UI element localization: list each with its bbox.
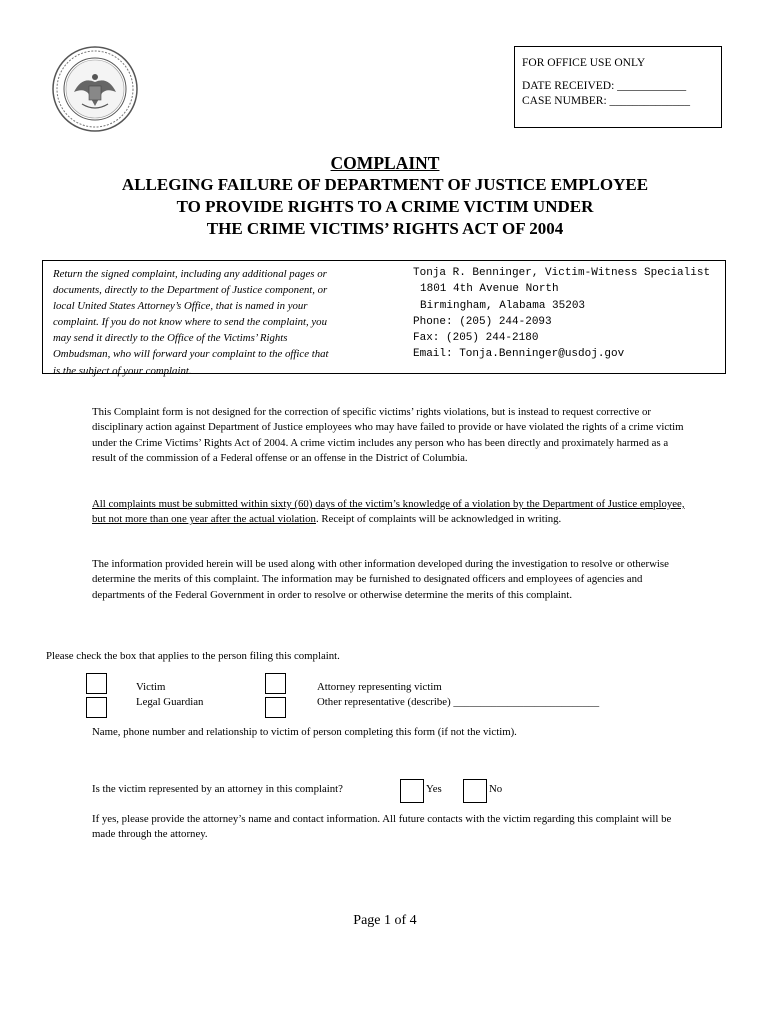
acknowledgement-text: . Receipt of complaints will be acknowledged in writing. [315,513,562,526]
instruction-line: local United States Attorney’s Office, that is named in your [53,300,308,313]
office-use-box [514,46,722,128]
filer-prompt: Please check the box that applies to the person filing this complaint. [46,650,340,662]
case-number-field[interactable]: CASE NUMBER: ______________ [522,95,691,107]
victim-label: Victim [136,681,166,693]
document-title: COMPLAINT [330,153,440,173]
contact-phone: Phone: (205) 244-2093 [413,315,552,328]
attorney-checkbox[interactable] [265,673,286,694]
other-representative-checkbox[interactable] [265,697,286,718]
information-use-paragraph: The information provided herein will be used along with other information developed during the investigation to resolve or otherwise determine the merits of this complaint. The information may be furnished to designated officers and employees of agencies and departments of the Federal Government in order to resolve or otherwise determine the merits of this complaint. [92,558,669,601]
attorney-info-prompt: If yes, please provide the attorney’s name and contact information. All future contacts with the victim regarding this complaint will be made through the attorney. [92,813,672,841]
no-checkbox[interactable] [463,779,487,803]
purpose-paragraph: This Complaint form is not designed for the correction of specific victims’ rights violations, but is instead to request corrective or disciplinary action against Department of Justice employees who may have failed to provide or have violated the rights of a crime victim under the Crime Victims’ Rights Act of 2004. A crime victim includes any person who has been directly and proximately harmed as a result of the commission of a Federal offense or an offense in the District of Columbia. [92,406,684,464]
contact-fax: Fax: (205) 244-2180 [413,332,539,345]
office-use-heading: FOR OFFICE USE ONLY [522,57,646,69]
date-received-field[interactable]: DATE RECEIVED: ____________ [522,80,687,92]
contact-city: Birmingham, Alabama 35203 [420,299,586,312]
return-instructions [53,266,395,379]
no-label: No [489,783,503,795]
instruction-line: may send it directly to the Office of the Victims’ Rights [53,332,288,345]
instruction-line: Ombudsman, who will forward your complaint to the office that [53,348,329,361]
victim-checkbox[interactable] [86,673,107,694]
deadline-paragraph [92,497,692,528]
contact-email: Email: Tonja.Benninger@usdoj.gov [413,348,625,361]
completer-info-prompt: Name, phone number and relationship to victim of person completing this form (if not the victim). [92,726,517,738]
page-number: Page 1 of 4 [353,913,417,928]
instruction-line: documents, directly to the Department of Justice component, or [53,284,328,297]
contact-name: Tonja R. Benninger, Victim-Witness Specialist [413,267,711,279]
title-line-2: ALLEGING FAILURE OF DEPARTMENT OF JUSTICE EMPLOYEE [121,175,649,194]
other-representative-label[interactable]: Other representative (describe) ___________________________ [317,696,600,708]
deadline-notice: All complaints must be submitted within sixty (60) days of the victim’s knowledge of a violation by the Department of Justice employee, but not more than one year after the actual violation [92,498,685,526]
legal-guardian-label: Legal Guardian [136,696,204,708]
doj-seal-icon [52,46,138,132]
yes-label: Yes [426,783,442,795]
instruction-line: complaint. If you do not know where to send the complaint, you [53,316,327,329]
title-line-3: TO PROVIDE RIGHTS TO A CRIME VICTIM UNDER [176,197,594,216]
return-instructions-box [42,260,726,377]
title-line-4: THE CRIME VICTIMS’ RIGHTS ACT OF 2004 [206,219,564,238]
contact-info [413,265,710,363]
instruction-line: is the subject of your complaint. [53,364,192,377]
contact-street: 1801 4th Avenue North [420,283,559,296]
yes-checkbox[interactable] [400,779,424,803]
instruction-line: Return the signed complaint, including any additional pages or [53,268,327,280]
attorney-question: Is the victim represented by an attorney in this complaint? [92,783,343,795]
attorney-label: Attorney representing victim [317,681,442,693]
doj-seal [52,46,138,132]
legal-guardian-checkbox[interactable] [86,697,107,718]
